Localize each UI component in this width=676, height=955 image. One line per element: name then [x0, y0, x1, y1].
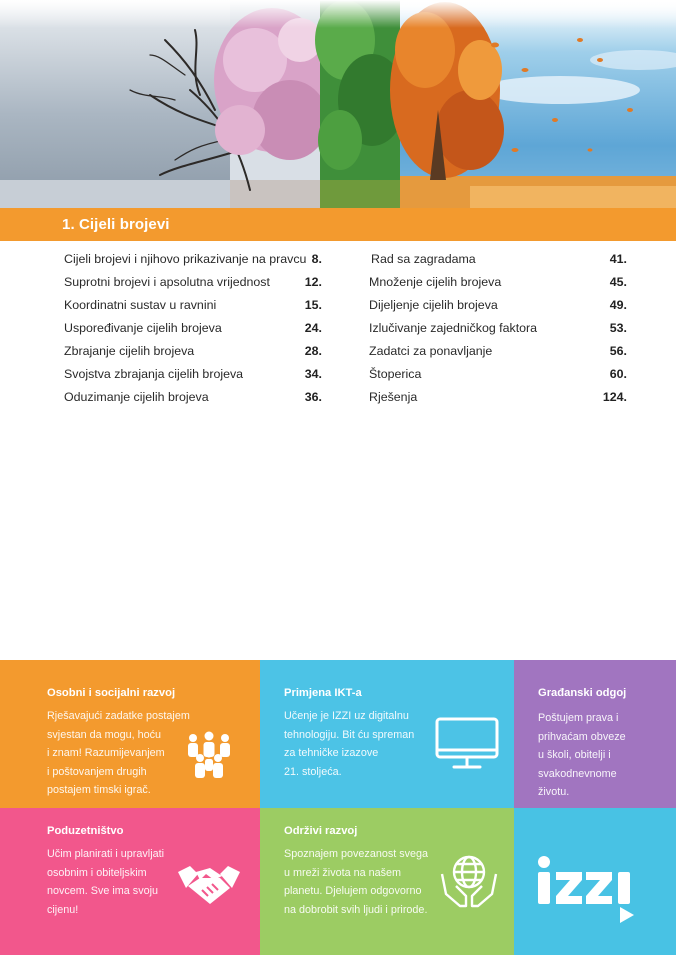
chapter-title: 1. Cijeli brojevi: [62, 216, 170, 233]
toc-entry-label: Oduzimanje cijelih brojeva: [64, 390, 209, 404]
toc-entry[interactable]: [369, 275, 627, 298]
toc-entry[interactable]: [64, 252, 322, 275]
toc-entry[interactable]: [64, 367, 322, 390]
tile-title: Održivi razvoj: [284, 825, 358, 837]
toc-entry[interactable]: [369, 298, 627, 321]
toc-entry-page: 28.: [304, 344, 322, 358]
toc-entry[interactable]: [64, 275, 322, 298]
toc-entry-page: 45.: [609, 275, 627, 289]
toc-entry-page: 8.: [311, 252, 322, 266]
toc-left-column: [64, 252, 322, 413]
toc-entry-page: 24.: [304, 321, 322, 335]
toc-entry[interactable]: [64, 344, 322, 367]
toc-entry-label: Zbrajanje cijelih brojeva: [64, 344, 195, 358]
tile-title: Primjena IKT-a: [284, 687, 362, 699]
toc-right-column: [369, 252, 627, 413]
toc-entry-label: Množenje cijelih brojeva: [369, 275, 502, 289]
toc-entry-page: 12.: [304, 275, 322, 289]
toc-entry-label: Dijeljenje cijelih brojeva: [369, 298, 498, 312]
toc-entry[interactable]: [369, 344, 627, 367]
toc-entry[interactable]: [369, 252, 627, 275]
toc-entry-label: Koordinatni sustav u ravnini: [64, 298, 217, 312]
tile-sustainable: [260, 808, 514, 955]
tile-text: Poštujem prava i prihvaćam obveze u školi, obitelji i svakodnevnome životu.: [538, 712, 626, 798]
toc-entry-label: Zadatci za ponavljanje: [369, 344, 493, 358]
toc-entry-label: Uspoređivanje cijelih brojeva: [64, 321, 222, 335]
toc-entry[interactable]: [369, 367, 627, 390]
tile-entrepreneurship: [0, 808, 260, 955]
toc-entry-page: 60.: [609, 367, 627, 381]
globe-hands-icon: [438, 850, 500, 917]
toc-entry[interactable]: [64, 298, 322, 321]
toc-entry[interactable]: [369, 390, 627, 413]
chapter-banner: [0, 208, 676, 241]
toc-entry-page: 36.: [304, 390, 322, 404]
tile-text: Učenje je IZZI uz digitalnu tehnologiju. Bit ću spreman za tehničke izazove 21. stoljeća.: [284, 710, 415, 778]
toc-entry-page: 53.: [609, 321, 627, 335]
toc-entry-label: Cijeli brojevi i njihovo prikazivanje na pravcu: [64, 252, 307, 266]
izzi-logo: [536, 854, 640, 929]
hero-image: [0, 0, 676, 208]
tile-logo: [514, 808, 676, 955]
toc-entry-page: 49.: [609, 298, 627, 312]
tile-civic: [514, 660, 676, 808]
toc-entry-label: Rješenja: [369, 390, 418, 404]
toc-entry[interactable]: [369, 321, 627, 344]
toc-entry-page: 41.: [609, 252, 627, 266]
toc-entry-label: Rad sa zagradama: [371, 252, 476, 266]
tile-text: Učim planirati i upravljati osobnim i obiteljskim novcem. Sve ima svoju cijenu!: [47, 848, 165, 916]
tile-title: Građanski odgoj: [538, 687, 627, 699]
toc-entry-label: Štoperica: [369, 367, 422, 381]
toc-entry-label: Izlučivanje zajedničkog faktora: [369, 321, 538, 335]
people-group-icon: [183, 730, 235, 787]
toc-entry[interactable]: [64, 390, 322, 413]
tile-text: Rješavajući zadatke postajem svjestan da mogu, hoću i znam! Razumijevanjem i poštovanjem drugih postajem timski igrač.: [47, 710, 190, 796]
toc-entry-label: Suprotni brojevi i apsolutna vrijednost: [64, 275, 270, 289]
tile-personal-social: [0, 660, 260, 808]
tile-ict: [260, 660, 514, 808]
tile-title: Poduzetništvo: [47, 825, 124, 837]
tile-title: Osobni i socijalni razvoj: [47, 687, 176, 699]
toc-entry-page: 124.: [602, 390, 627, 404]
toc-entry-page: 34.: [304, 367, 322, 381]
toc-entry-page: 15.: [304, 298, 322, 312]
monitor-icon: [434, 716, 500, 777]
toc-entry[interactable]: [64, 321, 322, 344]
tile-text: Spoznajem povezanost svega u mreži života na našem planetu. Djelujem odgovorno na dobrobit svih ljudi i prirode.: [284, 848, 429, 916]
toc-entry-label: Svojstva zbrajanja cijelih brojeva: [64, 367, 244, 381]
toc-entry-page: 56.: [609, 344, 627, 358]
handshake-icon: [176, 860, 242, 911]
